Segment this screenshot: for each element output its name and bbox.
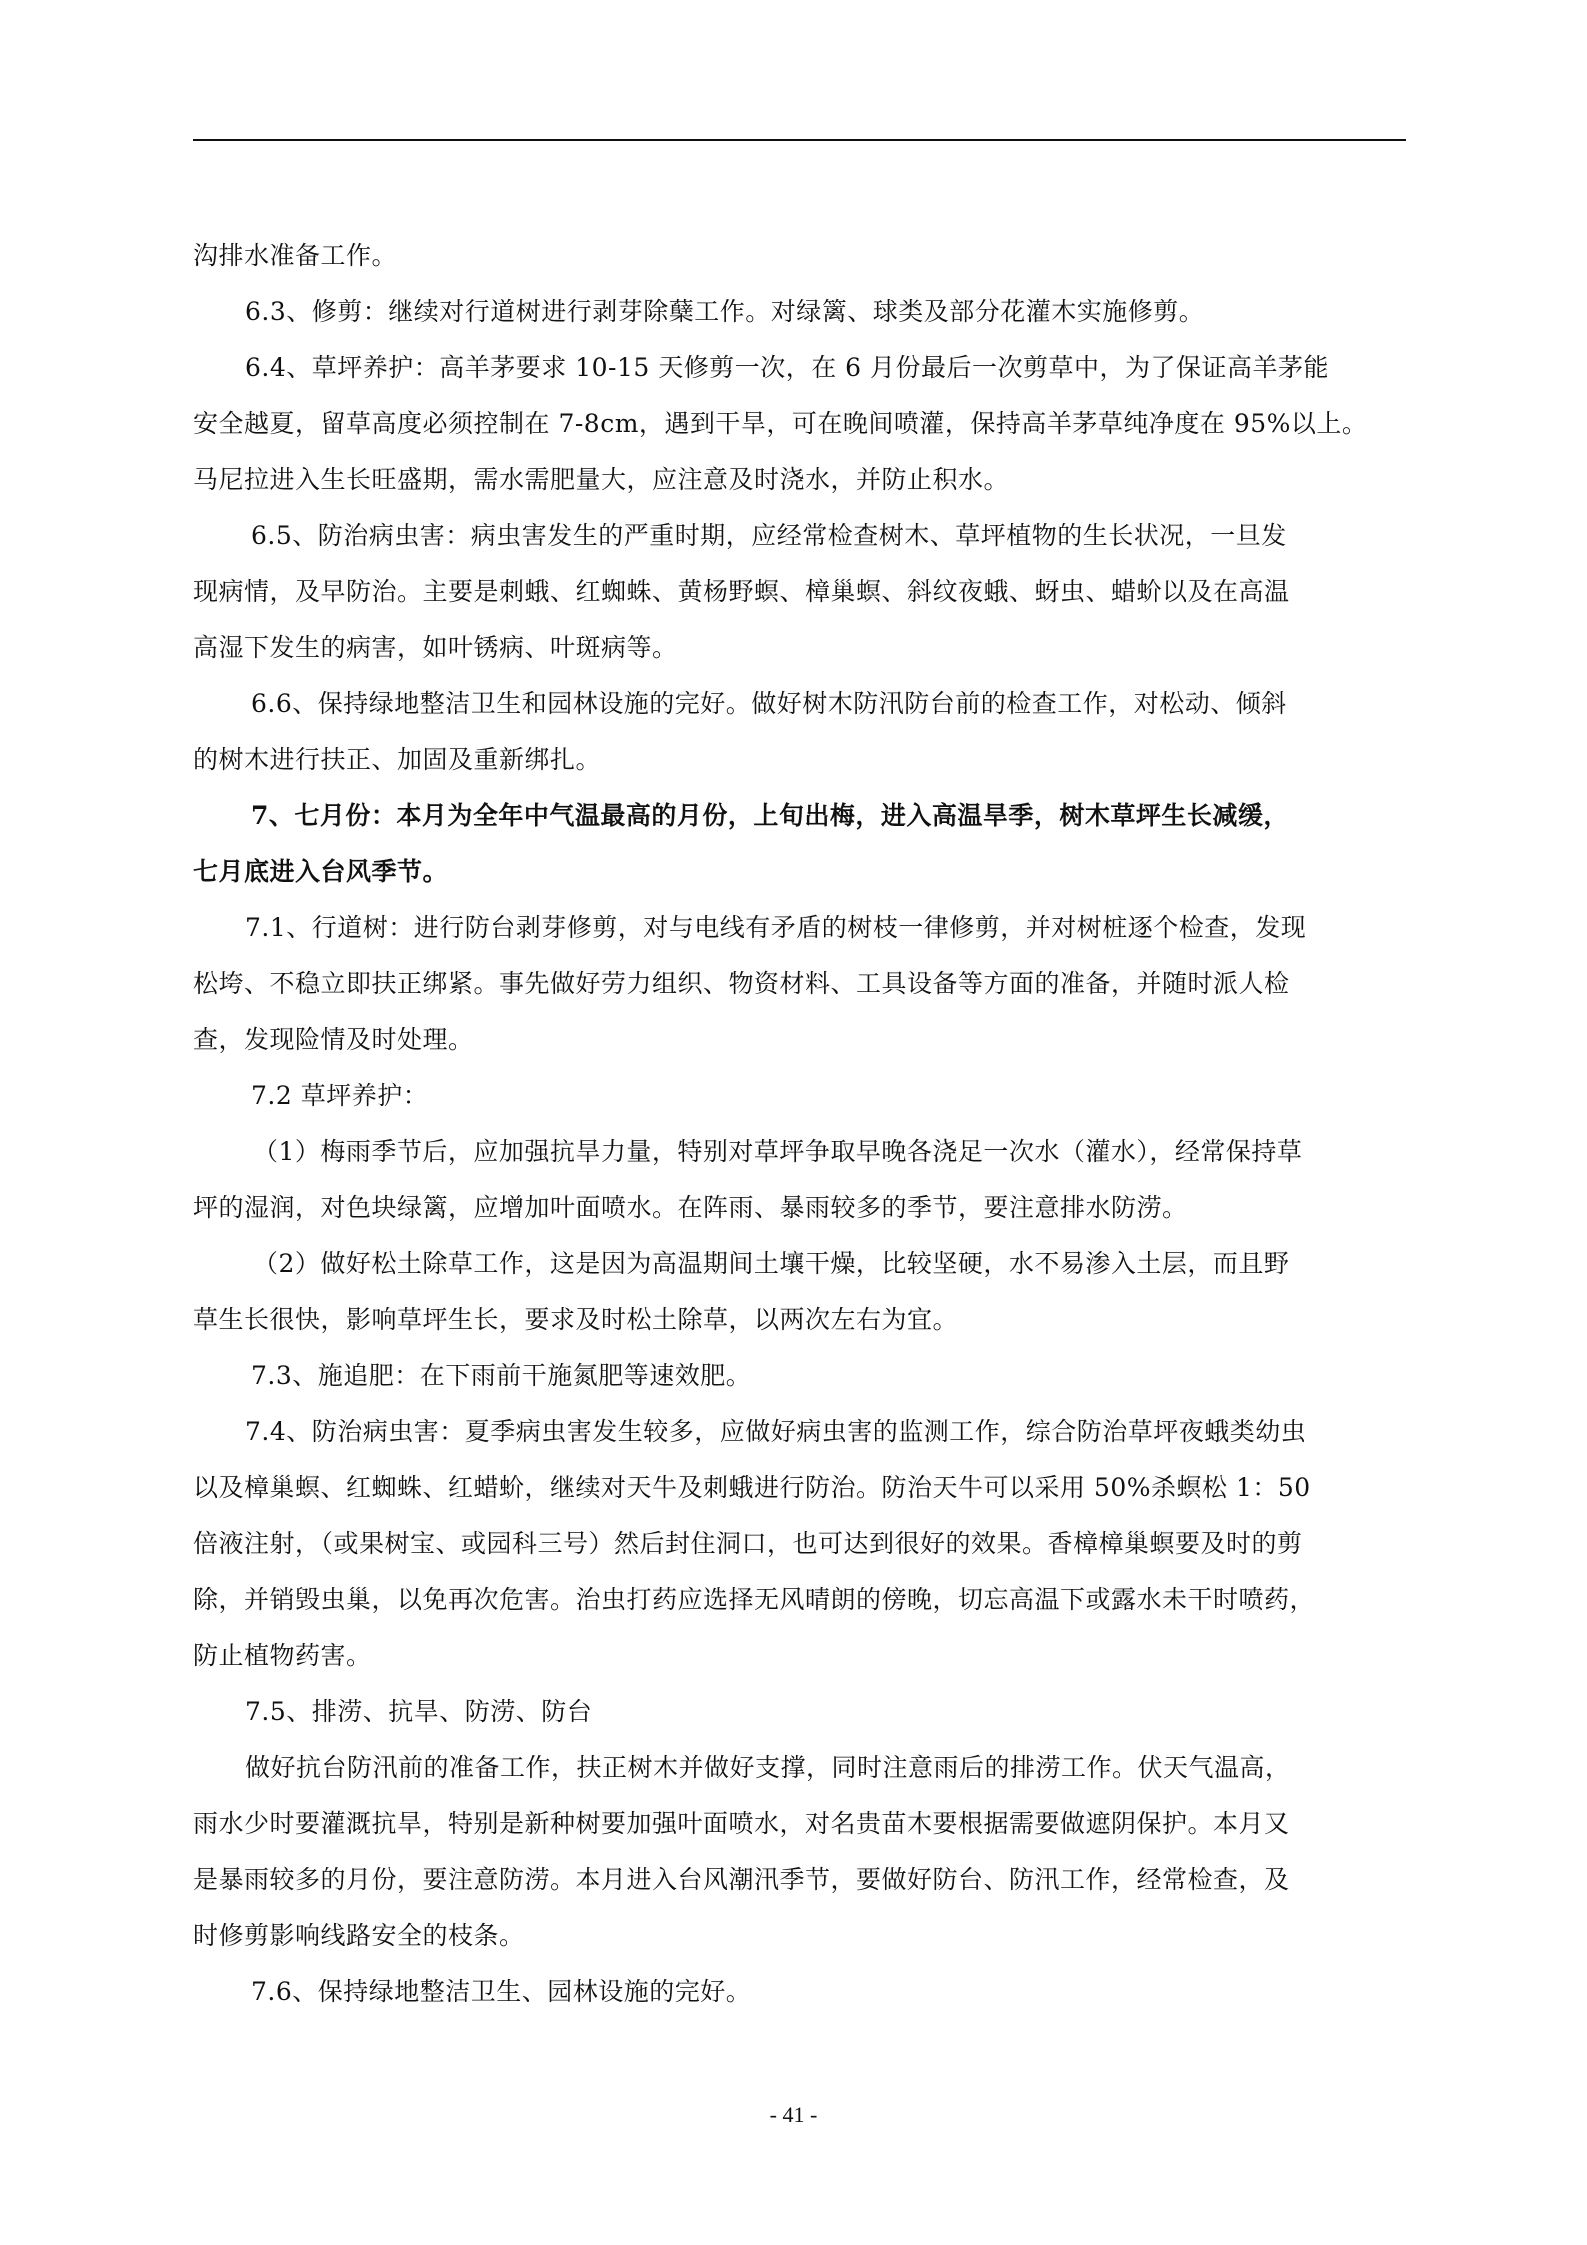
paragraph-line: 坪的湿润，对色块绿篱，应增加叶面喷水。在阵雨、暴雨较多的季节，要注意排水防涝。: [193, 1193, 1188, 1222]
section-heading: 7、七月份：本月为全年中气温最高的月份，上旬出梅，进入高温旱季，树木草坪生长减缓，: [251, 801, 1289, 830]
paragraph-line: 倍液注射，（或果树宝、或园科三号）然后封住洞口，也可达到很好的效果。香樟樟巢螟要及时的剪: [193, 1529, 1303, 1558]
paragraph-line: 松垮、不稳立即扶正绑紧。事先做好劳力组织、物资材料、工具设备等方面的准备，并随时派人检: [193, 969, 1290, 998]
subsection-heading: 7.5、排涝、抗旱、防涝、防台: [245, 1697, 593, 1726]
section-heading: 七月底进入台风季节。: [193, 857, 449, 886]
paragraph-line: 以及樟巢螟、红蜘蛛、红蜡蚧，继续对天牛及刺蛾进行防治。防治天牛可以采用 50%杀螟松 1：50: [193, 1473, 1311, 1502]
paragraph-line: 安全越夏，留草高度必须控制在 7-8cm，遇到干旱，可在晚间喷灌，保持高羊茅草纯净度在 95%以上。: [193, 409, 1368, 438]
paragraph-line: 时修剪影响线路安全的枝条。: [193, 1921, 525, 1950]
paragraph-line: 除，并销毁虫巢，以免再次危害。治虫打药应选择无风晴朗的傍晚，切忘高温下或露水未干时喷药，: [193, 1585, 1316, 1614]
paragraph-line: 7.4、防治病虫害：夏季病虫害发生较多，应做好病虫害的监测工作，综合防治草坪夜蛾类幼虫: [245, 1417, 1307, 1446]
paragraph-line: 现病情，及早防治。主要是刺蛾、红蜘蛛、黄杨野螟、樟巢螟、斜纹夜蛾、蚜虫、蜡蚧以及在高温: [193, 577, 1290, 606]
page-number: - 41 -: [769, 2102, 818, 2127]
paragraph-line: 做好抗台防汛前的准备工作，扶正树木并做好支撑，同时注意雨后的排涝工作。伏天气温高，: [245, 1753, 1291, 1782]
paragraph-line: 6.5、防治病虫害：病虫害发生的严重时期，应经常检查树木、草坪植物的生长状况，一旦发: [251, 521, 1287, 550]
document-body: [193, 228, 1406, 2020]
paragraph-line: 6.6、保持绿地整洁卫生和园林设施的完好。做好树木防汛防台前的检查工作，对松动、倾斜: [251, 689, 1287, 718]
paragraph-line: 6.4、草坪养护：高羊茅要求 10-15 天修剪一次，在 6 月份最后一次剪草中，为了保证高羊茅能: [245, 353, 1330, 382]
paragraph-line: 是暴雨较多的月份，要注意防涝。本月进入台风潮汛季节，要做好防台、防汛工作，经常检查，及: [193, 1865, 1290, 1894]
paragraph-line: 草生长很快，影响草坪生长，要求及时松土除草，以两次左右为宜。: [193, 1305, 959, 1334]
paragraph-line: 7.1、行道树：进行防台剥芽修剪，对与电线有矛盾的树枝一律修剪，并对树桩逐个检查，发现: [245, 913, 1307, 942]
paragraph-line: 高湿下发生的病害，如叶锈病、叶斑病等。: [193, 633, 678, 662]
paragraph-line: 的树木进行扶正、加固及重新绑扎。: [193, 745, 602, 774]
paragraph-line: （2）做好松土除草工作，这是因为高温期间土壤干燥，比较坚硬，水不易渗入土层，而且野: [253, 1249, 1290, 1278]
header-rule: [193, 139, 1406, 141]
paragraph-line: 雨水少时要灌溉抗旱，特别是新种树要加强叶面喷水，对名贵苗木要根据需要做遮阴保护。本月又: [193, 1809, 1290, 1838]
paragraph-line: 7.3、施追肥：在下雨前干施氮肥等速效肥。: [251, 1361, 752, 1390]
paragraph-line: 马尼拉进入生长旺盛期，需水需肥量大，应注意及时浇水，并防止积水。: [193, 465, 1010, 494]
paragraph-line: 查，发现险情及时处理。: [193, 1025, 474, 1054]
paragraph-line: （1）梅雨季节后，应加强抗旱力量，特别对草坪争取早晚各浇足一次水（灌水），经常保持草: [253, 1137, 1303, 1166]
paragraph-line: 7.6、保持绿地整洁卫生、园林设施的完好。: [251, 1977, 752, 2006]
paragraph-line: 防止植物药害。: [193, 1641, 372, 1670]
paragraph-line: 6.3、修剪：继续对行道树进行剥芽除蘖工作。对绿篱、球类及部分花灌木实施修剪。: [245, 297, 1205, 326]
subsection-heading: 7.2 草坪养护：: [251, 1081, 429, 1110]
paragraph-line: 沟排水准备工作。: [193, 241, 398, 270]
